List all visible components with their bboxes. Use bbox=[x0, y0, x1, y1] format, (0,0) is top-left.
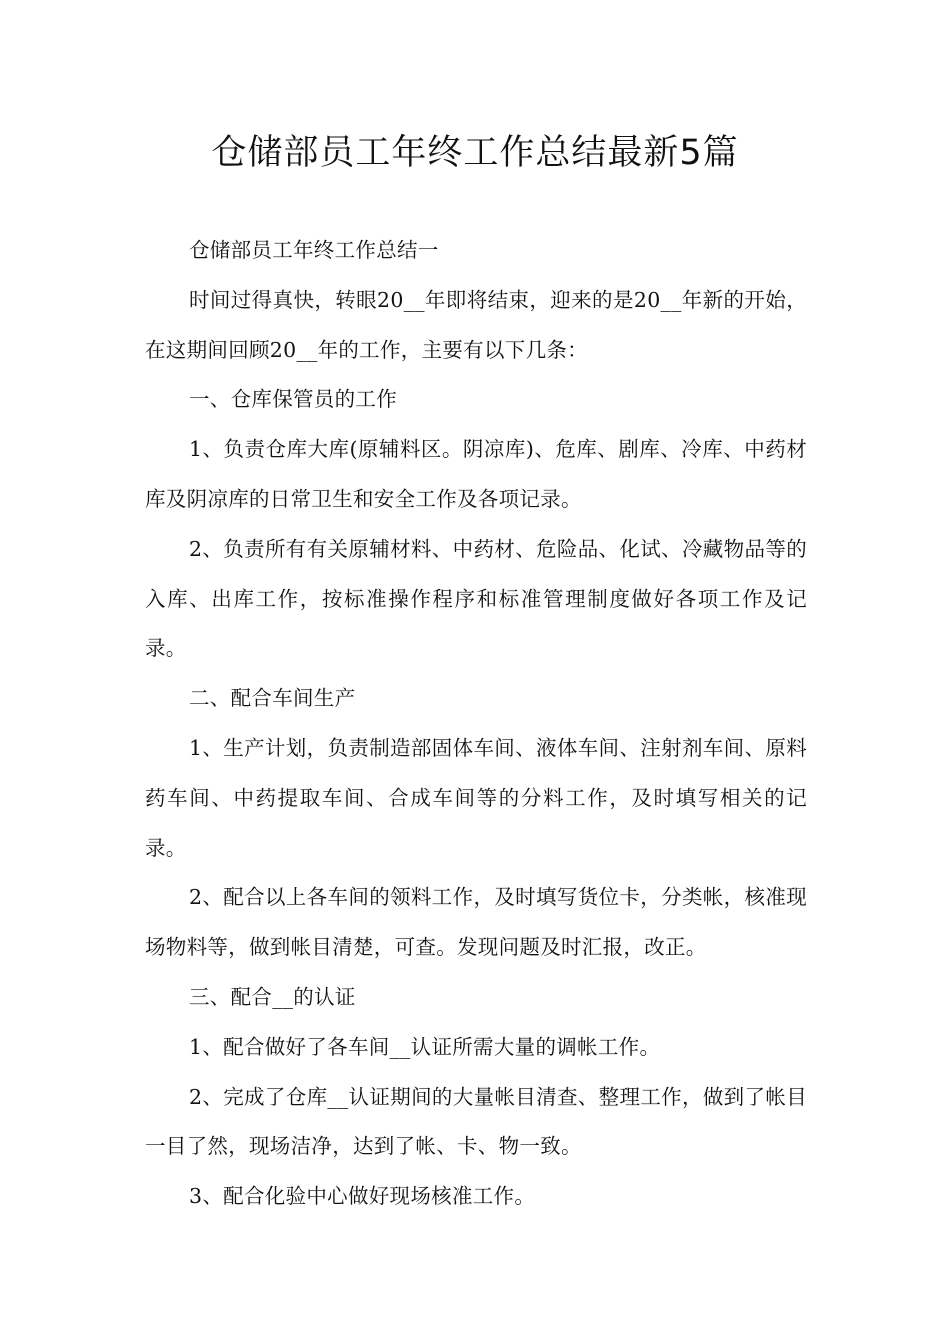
paragraph: 2、完成了仓库__认证期间的大量帐目清查、整理工作，做到了帐目一目了然，现场洁净，达到了帐、卡、物一致。 bbox=[145, 1084, 807, 1159]
paragraph: 时间过得真快，转眼20__年即将结束，迎来的是20__年新的开始，在这期间回顾20__年的工作，主要有以下几条： bbox=[145, 287, 807, 362]
paragraph: 1、生产计划，负责制造部固体车间、液体车间、注射剂车间、原料药车间、中药提取车间、合成车间等的分料工作，及时填写相关的记录。 bbox=[145, 735, 807, 860]
document-title: 仓储部员工年终工作总结最新5篇 bbox=[211, 133, 739, 173]
paragraph: 1、配合做好了各车间__认证所需大量的调帐工作。 bbox=[189, 1034, 661, 1059]
section-heading: 二、配合车间生产 bbox=[189, 686, 356, 711]
paragraph: 1、负责仓库大库(原辅料区。阴凉库)、危库、剧库、冷库、中药材库及阴凉库的日常卫生和安全工作及各项记录。 bbox=[145, 437, 807, 511]
paragraph: 3、配合化验中心做好现场核准工作。 bbox=[189, 1184, 536, 1209]
section-heading: 三、配合__的认证 bbox=[189, 984, 356, 1009]
section-heading: 一、仓库保管员的工作 bbox=[189, 387, 397, 412]
paragraph: 2、负责所有有关原辅材料、中药材、危险品、化试、冷藏物品等的入库、出库工作，按标准操作程序和标准管理制度做好各项工作及记录。 bbox=[145, 536, 807, 661]
section-heading: 仓储部员工年终工作总结一 bbox=[189, 238, 439, 262]
paragraph: 2、配合以上各车间的领料工作，及时填写货位卡，分类帐，核准现场物料等，做到帐目清楚，可查。发现问题及时汇报，改正。 bbox=[145, 885, 807, 960]
document-body bbox=[145, 226, 807, 1222]
